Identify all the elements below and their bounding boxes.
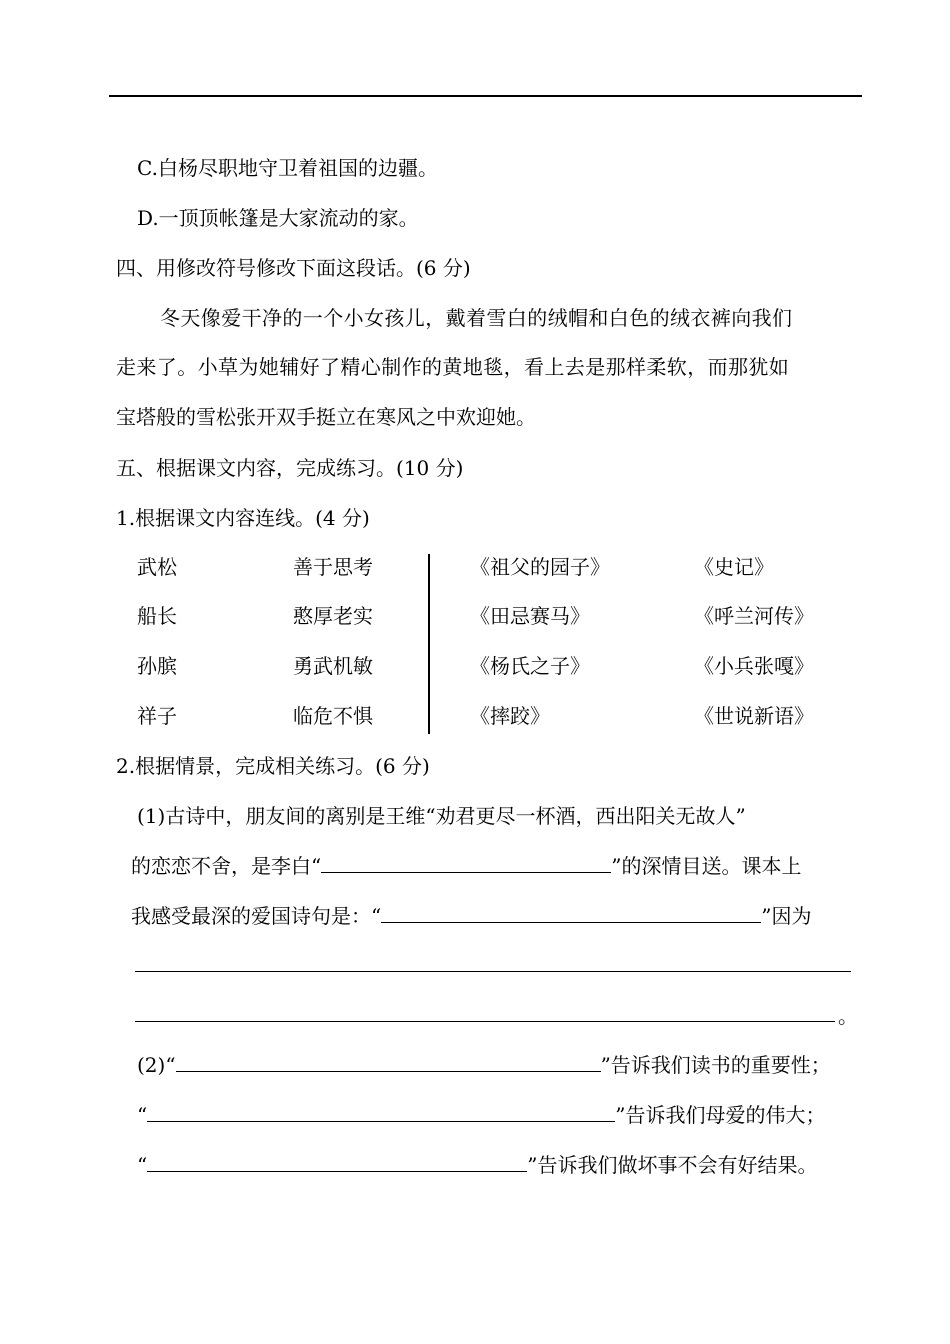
answer-blank[interactable] — [176, 1051, 601, 1072]
question-2-2-line-3: “ ”告诉我们做坏事不会有好结果。 — [137, 1153, 818, 1177]
question-2-2-line-1: (2)“ ”告诉我们读书的重要性； — [137, 1053, 831, 1077]
article-item: 《田忌赛马》 — [470, 604, 590, 628]
paragraph-line-1: 冬天像爱干净的一个小女孩儿，戴着雪白的绒帽和白色的绒衣裤向我们 — [160, 306, 793, 330]
article-item: 《祖父的园子》 — [470, 555, 610, 579]
sentence-end-mark: 。 — [838, 1004, 858, 1028]
answer-blank[interactable] — [147, 1101, 615, 1122]
column-divider — [428, 554, 430, 734]
trait-item: 临危不惧 — [293, 704, 373, 728]
paragraph-line-2: 走来了。小草为她辅好了精心制作的黄地毯，看上去是那样柔软，而那犹如 — [116, 355, 790, 379]
question-2-heading: 2.根据情景，完成相关练习。(6 分) — [116, 754, 430, 778]
character-item: 武松 — [137, 555, 177, 579]
book-item: 《呼兰河传》 — [694, 604, 814, 628]
option-c: C.白杨尽职地守卫着祖国的边疆。 — [137, 156, 438, 180]
trait-item: 勇武机敏 — [293, 654, 373, 678]
character-item: 船长 — [137, 604, 177, 628]
option-d: D.一顶顶帐篷是大家流动的家。 — [137, 206, 419, 230]
book-item: 《世说新语》 — [694, 704, 814, 728]
character-item: 祥子 — [137, 704, 177, 728]
article-item: 《杨氏之子》 — [470, 654, 590, 678]
trait-item: 憨厚老实 — [293, 604, 373, 628]
section-5-heading: 五、根据课文内容，完成练习。(10 分) — [116, 456, 464, 480]
character-item: 孙膑 — [137, 654, 177, 678]
answer-blank-line[interactable] — [135, 1021, 835, 1022]
book-item: 《小兵张嘎》 — [694, 654, 814, 678]
answer-blank-line[interactable] — [135, 971, 851, 972]
trait-item: 善于思考 — [293, 555, 373, 579]
answer-blank[interactable] — [381, 902, 761, 923]
section-4-heading: 四、用修改符号修改下面这段话。(6 分) — [116, 256, 471, 280]
answer-blank[interactable] — [147, 1151, 527, 1172]
paragraph-line-3: 宝塔般的雪松张开双手挺立在寒风之中欢迎她。 — [116, 405, 536, 429]
question-2-1-line-1: (1)古诗中，朋友间的离别是王维“劝君更尽一杯酒，西出阳关无故人” — [137, 804, 746, 828]
book-item: 《史记》 — [694, 555, 774, 579]
article-item: 《摔跤》 — [470, 704, 550, 728]
question-2-1-line-3: 我感受最深的爱国诗句是：“ ”因为 — [131, 904, 812, 928]
header-rule — [109, 95, 862, 97]
question-2-1-line-2: 的恋恋不舍，是李白“ ”的深情目送。课本上 — [131, 854, 802, 878]
answer-blank[interactable] — [321, 852, 611, 873]
question-2-2-line-2: “ ”告诉我们母爱的伟大； — [137, 1103, 826, 1127]
question-1-heading: 1.根据课文内容连线。(4 分) — [116, 506, 370, 530]
